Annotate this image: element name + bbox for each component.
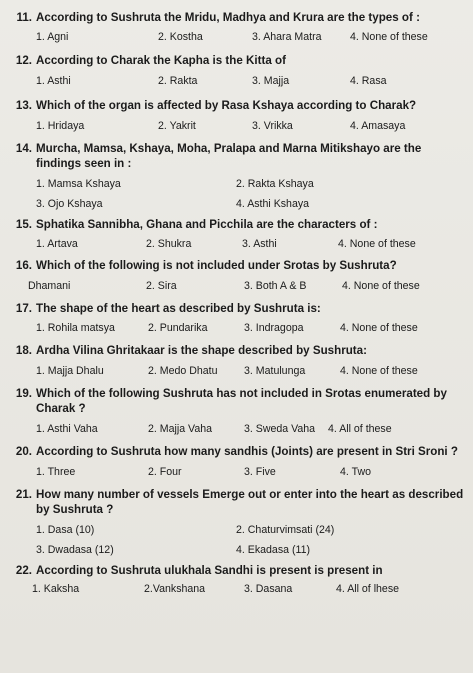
question-text: According to Charak the Kapha is the Kitta of [36, 54, 286, 67]
question-text: According to Sushruta how many sandhis (Joints) are present in Stri Sroni ? [36, 445, 458, 458]
question-number: 15. [15, 218, 32, 231]
option-1: 1. Mamsa Kshaya [36, 178, 121, 190]
question-number: 17. [15, 302, 32, 315]
option-4: 4. Ekadasa (11) [236, 544, 311, 556]
option-1: 1. Kaksha [32, 583, 80, 595]
question-21 [6, 487, 465, 557]
option-2: 2. Four [148, 466, 182, 478]
option-4: 4. All of lhese [336, 583, 400, 595]
option-3: 3. Sweda Vaha [244, 423, 316, 435]
question-16 [6, 258, 465, 299]
option-2: 2. Medo Dhatu [148, 365, 218, 377]
option-2: 2. Shukra [146, 238, 192, 250]
option-3: 3. Indragopa [244, 322, 304, 334]
question-22 [6, 563, 465, 600]
question-12 [6, 53, 465, 94]
option-4: 4. All of these [328, 423, 392, 435]
question-14 [6, 141, 465, 211]
option-4: 4. None of these [340, 322, 418, 334]
question-text: Which of the following Sushruta has not included in Srotas enumerated by Charak ? [36, 387, 447, 415]
option-2: 2. Yakrit [158, 120, 196, 132]
option-1: 1. Artava [36, 238, 78, 250]
question-number: 22. [15, 564, 32, 577]
question-text: According to Sushruta the Mridu, Madhya and Krura are the types of : [36, 11, 420, 24]
option-1: 1. Asthi Vaha [36, 423, 98, 435]
option-2: 2. Rakta [158, 75, 198, 87]
option-3: 3. Both A & B [244, 280, 307, 292]
option-3: 3. Ahara Matra [252, 31, 322, 43]
option-2: 2. Kostha [158, 31, 203, 43]
question-text: Murcha, Mamsa, Kshaya, Moha, Pralapa and Marna Mitikshayo are the findings seen in : [36, 142, 422, 170]
question-number: 11. [16, 11, 32, 24]
question-number: 14. [15, 142, 32, 155]
question-number: 16. [15, 259, 32, 272]
option-2: 2. Majja Vaha [148, 423, 212, 435]
option-3: 3. Majja [252, 75, 290, 87]
question-number: 12. [15, 54, 32, 67]
question-number: 13. [15, 99, 32, 112]
option-3: 3. Dasana [244, 583, 293, 595]
option-2: 2. Chaturvimsati (24) [236, 524, 335, 536]
option-4: 4. Asthi Kshaya [236, 198, 310, 210]
option-2: 2.Vankshana [144, 583, 206, 595]
option-4: 4. None of these [342, 280, 420, 292]
question-text: How many number of vessels Emerge out or enter into the heart as described by Sushruta ? [36, 488, 464, 516]
question-text: The shape of the heart as described by Sushruta is: [36, 302, 321, 315]
option-3: 3. Ojo Kshaya [36, 198, 103, 210]
question-18 [6, 343, 465, 384]
option-1: 1. Hridaya [36, 120, 85, 132]
question-number: 19. [15, 387, 32, 400]
question-number: 21. [15, 488, 32, 501]
option-3: 3. Vrikka [252, 120, 293, 132]
option-2: 2. Pundarika [148, 322, 208, 334]
question-11 [6, 10, 465, 49]
option-1: 1. Agni [36, 31, 69, 43]
option-3: 3. Five [244, 466, 276, 478]
option-2: 2. Rakta Kshaya [236, 178, 314, 190]
option-3: 3. Asthi [242, 238, 277, 250]
option-3: 3. Matulunga [244, 365, 306, 377]
question-text: According to Sushruta ulukhala Sandhi is present is present in [36, 564, 383, 577]
option-1: 1. Three [36, 466, 76, 478]
option-4: 4. Rasa [350, 75, 387, 87]
question-number: 18. [15, 344, 32, 357]
option-2: 2. Sira [146, 280, 177, 292]
option-1: 1. Asthi [36, 75, 71, 87]
question-19 [6, 386, 465, 442]
question-13 [6, 98, 465, 139]
question-15 [6, 217, 465, 256]
question-text: Ardha Vilina Ghritakaar is the shape described by Sushruta: [36, 344, 367, 357]
option-1: 1. Majja Dhalu [36, 365, 104, 377]
option-1: 1. Dasa (10) [36, 524, 95, 536]
question-text: Sphatika Sannibha, Ghana and Picchila are the characters of : [36, 218, 378, 231]
question-20 [6, 444, 465, 485]
option-1: Dhamani [28, 280, 71, 292]
option-4: 4. Two [340, 466, 372, 478]
option-4: 4. None of these [340, 365, 418, 377]
question-17 [6, 301, 465, 340]
option-1: 1. Rohila matsya [36, 322, 115, 334]
question-number: 20. [15, 445, 32, 458]
question-text: Which of the following is not included under Srotas by Sushruta? [36, 259, 397, 272]
question-text: Which of the organ is affected by Rasa Kshaya according to Charak? [36, 99, 417, 112]
option-4: 4. Amasaya [350, 120, 406, 132]
option-4: 4. None of these [338, 238, 416, 250]
option-3: 3. Dwadasa (12) [36, 544, 114, 556]
option-4: 4. None of these [350, 31, 428, 43]
